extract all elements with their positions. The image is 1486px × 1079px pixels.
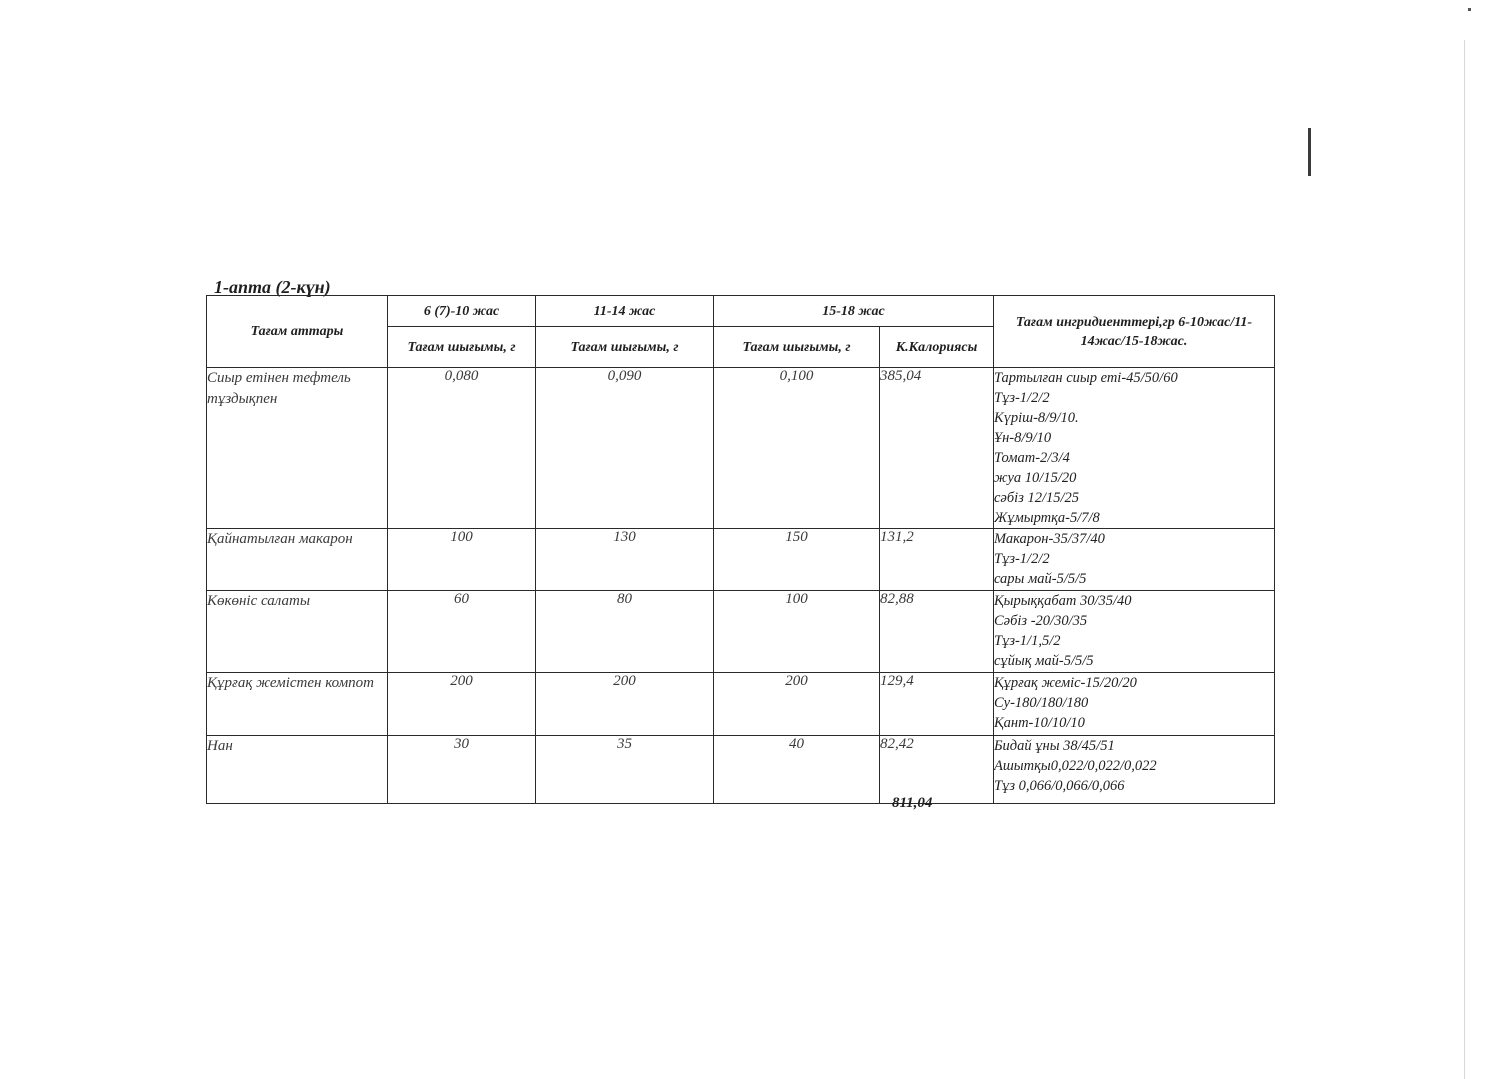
- yield-11-14: 0,090: [536, 368, 714, 529]
- yield-15-18: 100: [714, 591, 880, 673]
- calories: 129,4: [880, 673, 994, 736]
- yield-15-18: 0,100: [714, 368, 880, 529]
- header-yield-6-10: Тағам шығымы, г: [388, 327, 536, 368]
- yield-15-18: 200: [714, 673, 880, 736]
- header-calories: К.Калориясы: [880, 327, 994, 368]
- ingredient-item: Күріш-8/9/10.: [994, 410, 1079, 426]
- header-row-ages: [207, 296, 1275, 327]
- yield-11-14: 80: [536, 591, 714, 673]
- ingredients-list: [994, 736, 1275, 804]
- calories: 82,42: [880, 736, 994, 804]
- yield-6-10: 100: [388, 529, 536, 591]
- ingredient-item: Сәбіз -20/30/35: [994, 613, 1088, 629]
- table-row: [207, 736, 1275, 804]
- calories: 385,04: [880, 368, 994, 529]
- header-yield-11-14: Тағам шығымы, г: [536, 327, 714, 368]
- ingredients-list: [994, 591, 1275, 673]
- ingredient-item: Тұз-1/1,5/2: [994, 633, 1061, 649]
- scan-mark: [1308, 128, 1311, 176]
- dish-name: Нан: [207, 736, 388, 804]
- yield-6-10: 30: [388, 736, 536, 804]
- dish-name: Сиыр етінен тефтель тұздықпен: [207, 368, 388, 529]
- ingredient-item: Қырыққабат 30/35/40: [994, 593, 1132, 609]
- calories: 82,88: [880, 591, 994, 673]
- yield-11-14: 35: [536, 736, 714, 804]
- page-edge: [1464, 40, 1465, 1079]
- ingredient-item: Тұз 0,066/0,066/0,066: [994, 778, 1125, 794]
- ingredient-item: Құрғақ жеміс-15/20/20: [994, 675, 1137, 691]
- ingredient-item: Томат-2/3/4: [994, 450, 1070, 466]
- ingredients-list: [994, 673, 1275, 736]
- header-dish-names: Тағам аттары: [207, 296, 388, 368]
- table-row: [207, 591, 1275, 673]
- yield-6-10: 60: [388, 591, 536, 673]
- ingredient-item: сары май-5/5/5: [994, 571, 1087, 587]
- header-yield-15-18: Тағам шығымы, г: [714, 327, 880, 368]
- yield-11-14: 200: [536, 673, 714, 736]
- ingredient-item: Бидай ұны 38/45/51: [994, 738, 1115, 754]
- header-age-15-18: 15-18 жас: [714, 296, 994, 327]
- yield-15-18: 40: [714, 736, 880, 804]
- calories: 131,2: [880, 529, 994, 591]
- yield-15-18: 150: [714, 529, 880, 591]
- ingredient-item: Тұз-1/2/2: [994, 551, 1050, 567]
- yield-11-14: 130: [536, 529, 714, 591]
- ingredient-item: Тұз-1/2/2: [994, 390, 1050, 406]
- ingredient-item: жуа 10/15/20: [994, 470, 1077, 486]
- document-title: 1-апта (2-күн): [214, 277, 331, 297]
- ingredient-item: сұйық май-5/5/5: [994, 653, 1094, 669]
- yield-6-10: 0,080: [388, 368, 536, 529]
- ingredient-item: Жұмыртқа-5/7/8: [994, 510, 1100, 526]
- header-ingredients: Тағам ингридиенттері,гр 6-10жас/11-14жас/15-18жас.: [994, 296, 1275, 368]
- ingredient-item: Су-180/180/180: [994, 695, 1089, 711]
- table-row: [207, 529, 1275, 591]
- table-row: [207, 673, 1275, 736]
- dish-name: Көкөніс салаты: [207, 591, 388, 673]
- ingredient-item: Қант-10/10/10: [994, 715, 1085, 731]
- table-row: [207, 368, 1275, 529]
- header-age-11-14: 11-14 жас: [536, 296, 714, 327]
- dish-name: Қайнатылған макарон: [207, 529, 388, 591]
- menu-table: [206, 295, 1275, 804]
- ingredients-list: [994, 529, 1275, 591]
- ingredient-item: Ашытқы0,022/0,022/0,022: [994, 758, 1157, 774]
- scan-dot: [1468, 8, 1471, 11]
- ingredient-item: Ұн-8/9/10: [994, 430, 1052, 446]
- ingredient-item: сәбіз 12/15/25: [994, 490, 1080, 506]
- ingredient-item: Макарон-35/37/40: [994, 531, 1105, 547]
- header-age-6-10: 6 (7)-10 жас: [388, 296, 536, 327]
- total-calories: 811,04: [892, 795, 933, 811]
- yield-6-10: 200: [388, 673, 536, 736]
- ingredient-item: Тартылған сиыр еті-45/50/60: [994, 370, 1178, 386]
- dish-name: Құрғақ жемістен компот: [207, 673, 388, 736]
- ingredients-list: [994, 368, 1275, 529]
